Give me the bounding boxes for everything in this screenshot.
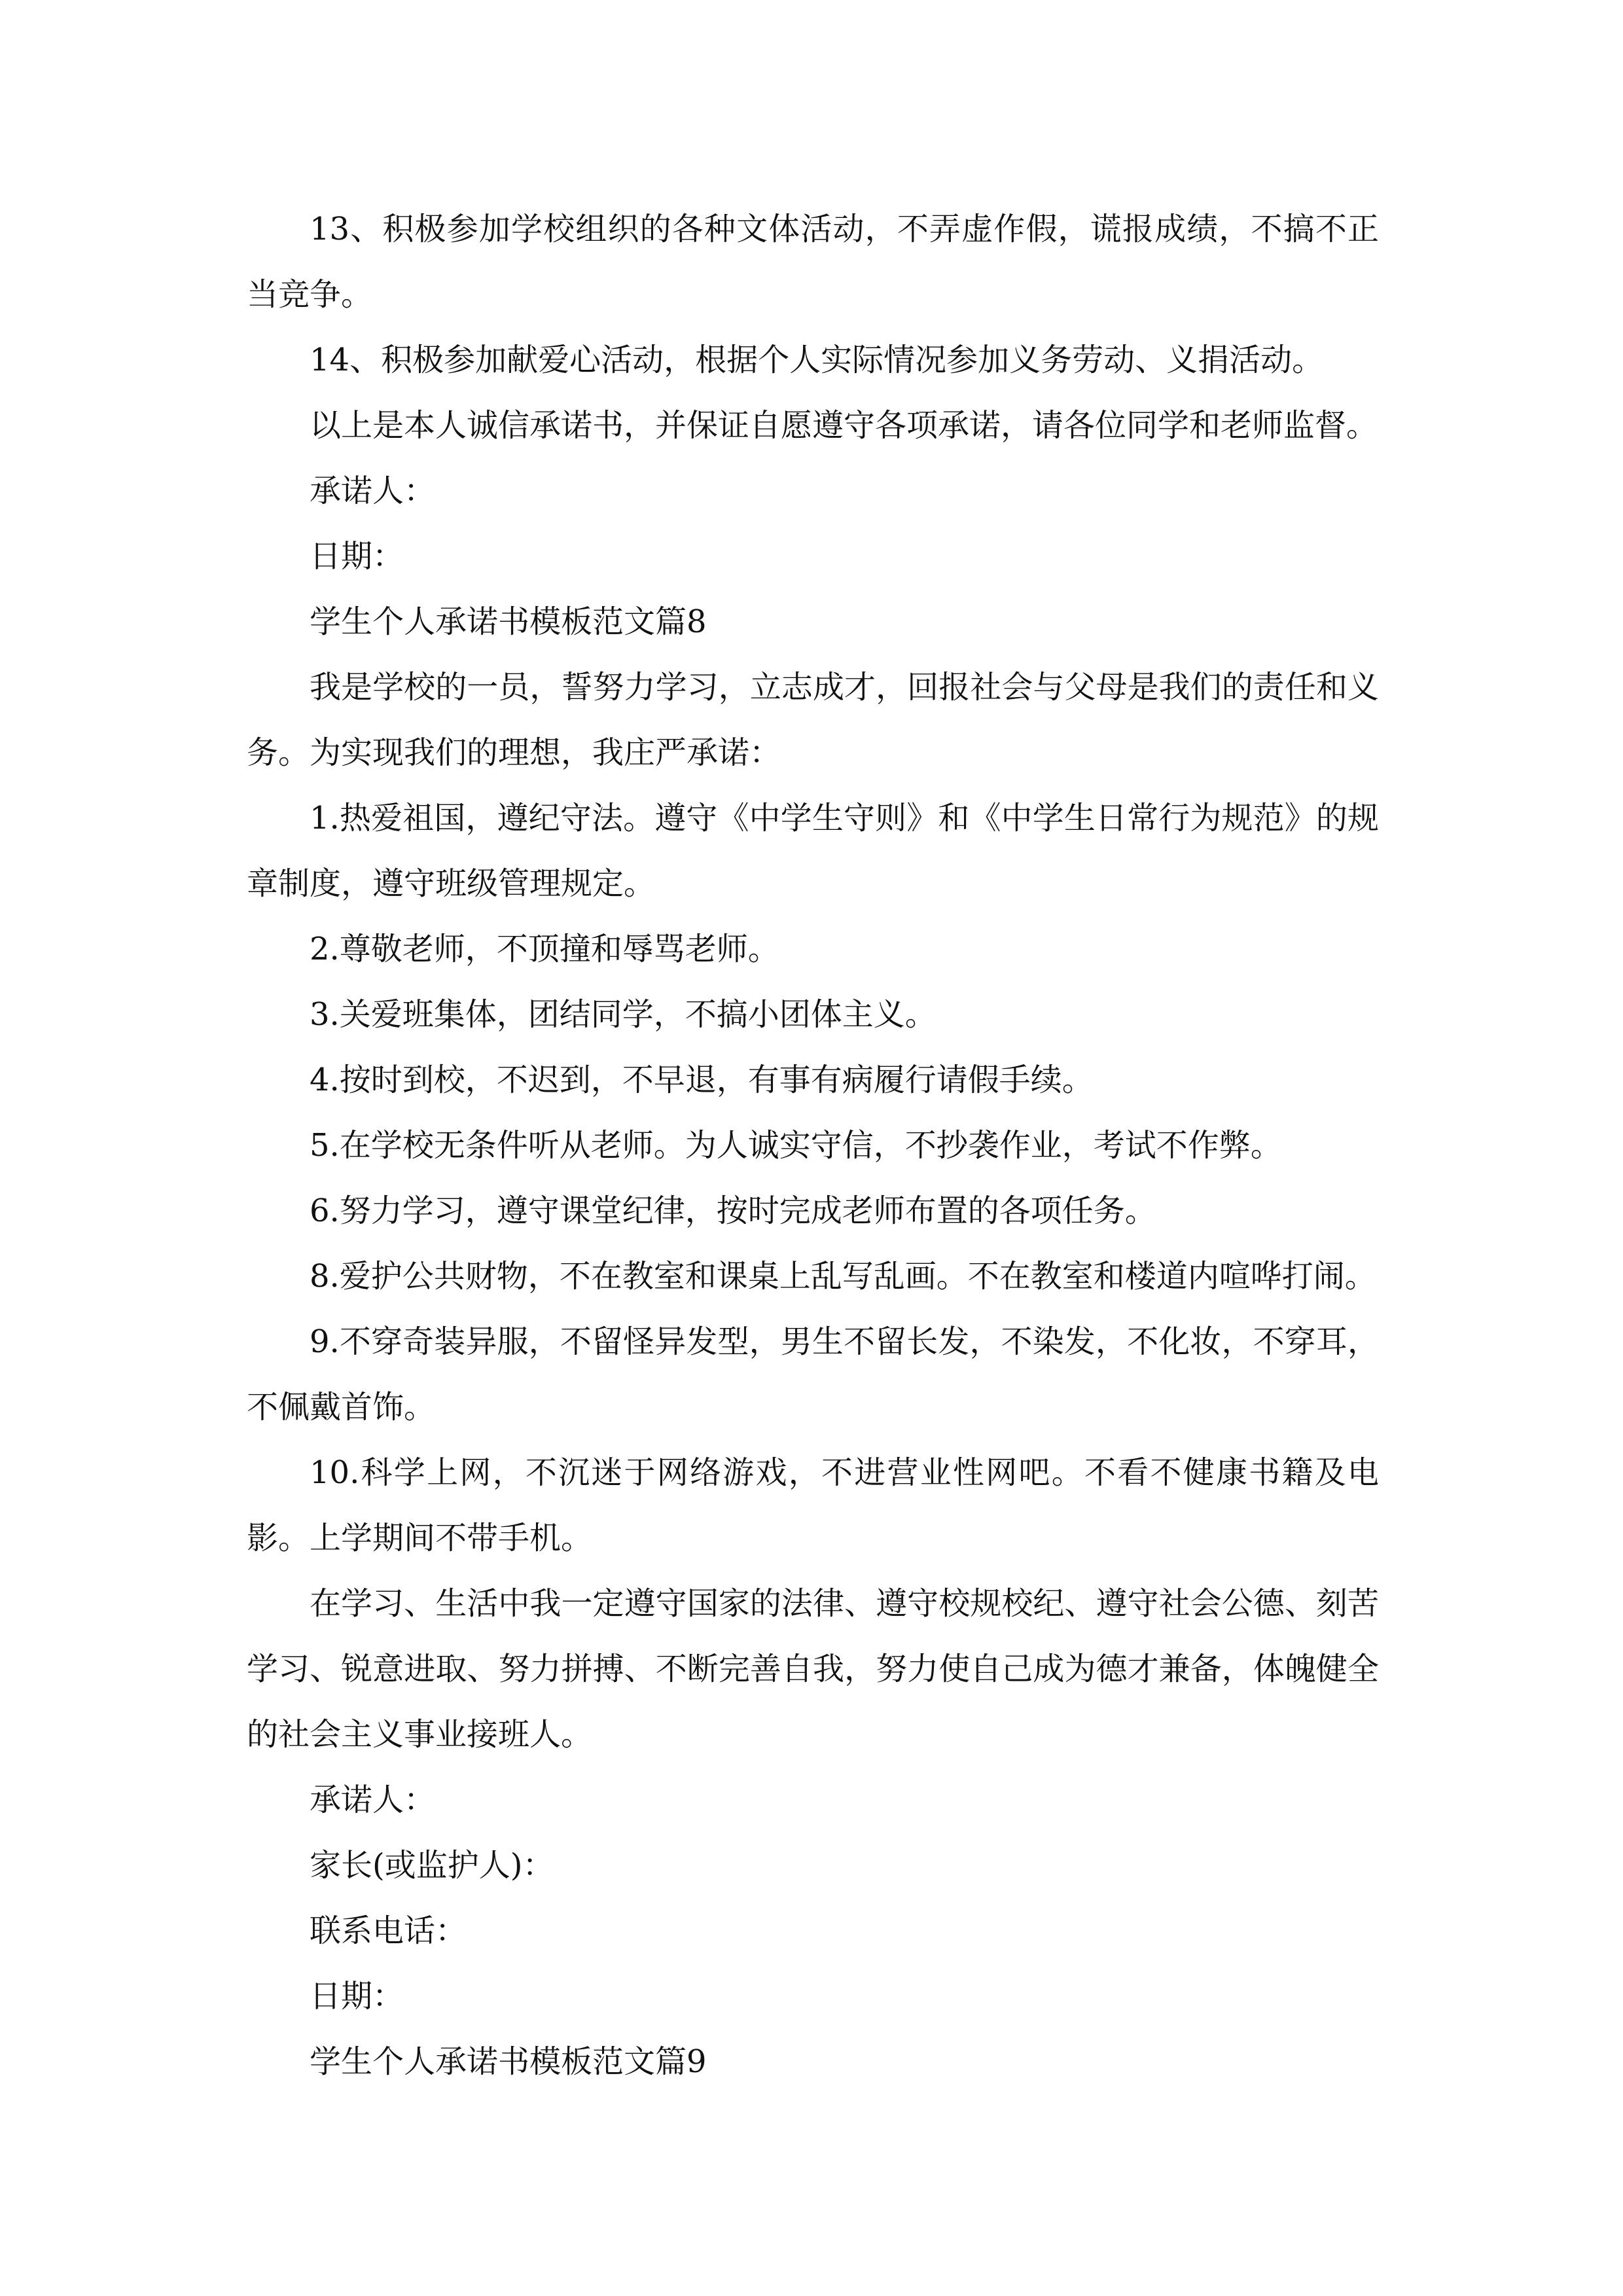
- signature-line-pledger: 承诺人：: [310, 473, 436, 509]
- pledge-item-6: 6.努力学习，遵守课堂纪律，按时完成老师布置的各项任务。: [310, 1193, 1156, 1229]
- pledge-item-8: 8.爱护公共财物，不在教室和课桌上乱写乱画。不在教室和楼道内喧哗打闹。: [310, 1258, 1376, 1295]
- pledge-item-9: 9.不穿奇装异服，不留怪异发型，男生不留长发，不染发，不化妆，不穿耳，不佩戴首饰。: [247, 1323, 1379, 1426]
- paragraph-14-charity: 14、积极参加献爱心活动，根据个人实际情况参加义务劳动、义捐活动。: [310, 342, 1324, 378]
- contact-phone-line: 联系电话：: [310, 1912, 467, 1949]
- pledge-item-5: 5.在学校无条件听从老师。为人诚实守信，不抄袭作业，考试不作弊。: [310, 1127, 1282, 1164]
- paragraph-intro: 我是学校的一员，誓努力学习，立志成才，回报社会与父母是我们的责任和义务。为实现我们的理想，我庄严承诺：: [247, 669, 1379, 771]
- paragraph-pledge-summary: 以上是本人诚信承诺书，并保证自愿遵守各项承诺，请各位同学和老师监督。: [310, 407, 1378, 444]
- pledge-item-1: 1.热爱祖国，遵纪守法。遵守《中学生守则》和《中学生日常行为规范》的规章制度，遵守班级管理规定。: [247, 800, 1379, 902]
- paragraph-conclusion: 在学习、生活中我一定遵守国家的法律、遵守校规校纪、遵守社会公德、刻苦学习、锐意进取、努力拼搏、不断完善自我，努力使自己成为德才兼备，体魄健全的社会主义事业接班人。: [247, 1585, 1379, 1753]
- signature-line-guardian: 家长(或监护人)：: [310, 1847, 554, 1884]
- pledge-item-10: 10.科学上网，不沉迷于网络游戏，不进营业性网吧。不看不健康书籍及电影。上学期间不带手机。: [247, 1454, 1379, 1556]
- date-line-2: 日期：: [310, 1978, 404, 2015]
- section-heading-8: 学生个人承诺书模板范文篇8: [310, 603, 707, 640]
- pledge-item-2: 2.尊敬老师，不顶撞和辱骂老师。: [310, 931, 779, 967]
- paragraph-13-activities: 13、积极参加学校组织的各种文体活动，不弄虚作假，谎报成绩，不搞不正当竞争。: [247, 211, 1379, 313]
- section-heading-9: 学生个人承诺书模板范文篇9: [310, 2043, 707, 2080]
- document-body: [247, 196, 1379, 2094]
- pledge-item-4: 4.按时到校，不迟到，不早退，有事有病履行请假手续。: [310, 1062, 1094, 1098]
- pledge-item-3: 3.关爱班集体，团结同学，不搞小团体主义。: [310, 996, 936, 1033]
- date-line: 日期：: [310, 538, 404, 575]
- signature-line-pledger-2: 承诺人：: [310, 1782, 436, 1818]
